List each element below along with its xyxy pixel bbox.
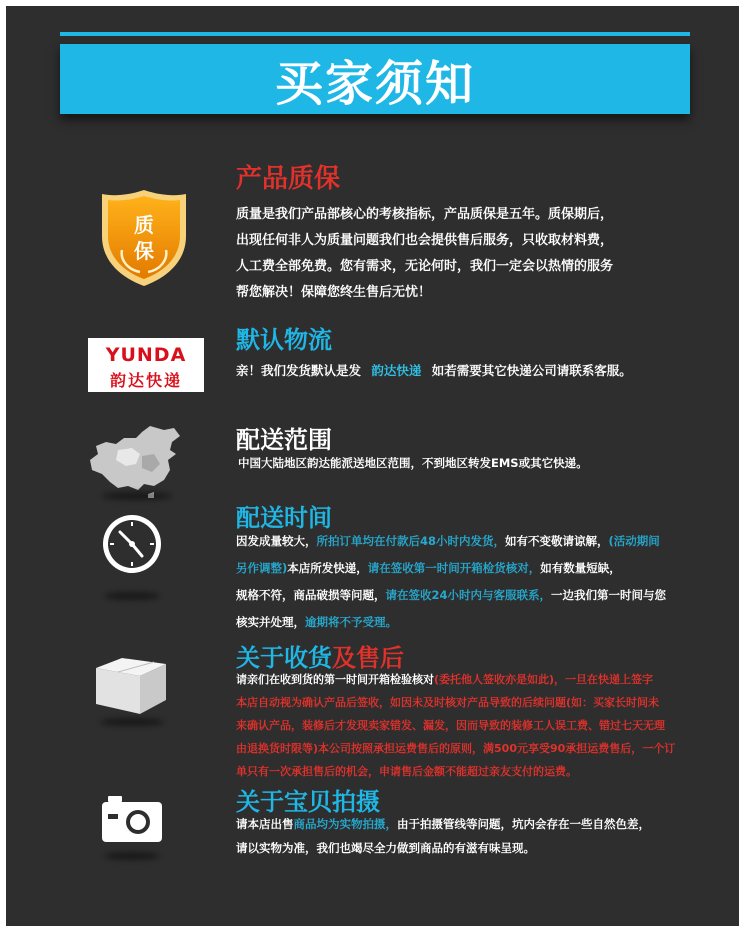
photos-title: 关于宝贝拍摄 xyxy=(236,788,380,816)
highlight-span: 逾期将不予受理。 xyxy=(305,615,397,629)
logistics-text xyxy=(236,360,632,382)
text-span: 请本店出售 xyxy=(236,817,294,831)
highlight-span: 由退换货时限等) xyxy=(236,742,319,755)
badge-text-1: 质 xyxy=(134,213,154,237)
delivery-time-text xyxy=(236,528,666,636)
highlight-span: 另作调整) xyxy=(236,561,288,575)
china-map-icon xyxy=(88,424,184,500)
delivery-time-title: 配送时间 xyxy=(236,504,332,532)
after-sales-line: 来确认产品，装修后才发现卖家错发、漏发，因而导致的装修工人误工费、错过七天无理 xyxy=(236,719,665,732)
highlight-span: (活动期间 xyxy=(608,534,660,548)
text-span: 核实并处理， xyxy=(236,615,305,629)
after-sales-line: 本店自动视为确认产品后签收，如因未及时核对产品导致的后续问题(如：买家长时间未 xyxy=(236,696,660,709)
text-span: 因发成量较大， xyxy=(236,534,317,548)
text-span: 请亲们在收到货的第一时间开箱检验核对 xyxy=(236,673,434,686)
banner-title: 买家须知 xyxy=(274,55,475,112)
badge-text-2: 保 xyxy=(134,239,154,263)
after-sales-line xyxy=(236,737,675,760)
delivery-time-line xyxy=(236,582,666,609)
delivery-time-line xyxy=(236,528,666,555)
coverage-text: 中国大陆地区韵达能派送地区范围，不到地区转发EMS或其它快递。 xyxy=(238,456,588,470)
after-sales-title-b: 及售后 xyxy=(332,644,404,672)
highlight-span: 请在签收24小时内与客服联系， xyxy=(385,588,552,602)
after-sales-title-a: 关于收货 xyxy=(236,644,332,672)
camera-shadow xyxy=(104,852,160,860)
highlight-span: 本公司按照承担运费售后的原则，满500元享受90承担运费售后，一个订 xyxy=(318,742,676,755)
shield-icon xyxy=(96,186,192,290)
highlight-span: (委托他人签收亦是如此)，一旦在快递上签字 xyxy=(434,673,654,686)
yunda-logo xyxy=(88,338,204,392)
text-span: 如有数量短缺， xyxy=(540,561,621,575)
quality-line: 帮您解决！保障您终生售后无忧！ xyxy=(236,285,432,300)
banner-top-line xyxy=(60,32,690,36)
text-span: 由于拍摄管线等问题，坑内会存在一些自然色差， xyxy=(397,817,650,831)
box-shadow xyxy=(100,718,164,726)
after-sales-line: 单只有一次承担售后的机会，申请售后金额不能超过亲友支付的运费。 xyxy=(236,765,577,778)
logistics-text-after: 如若需要其它快递公司请联系客服。 xyxy=(431,363,632,378)
camera-icon xyxy=(100,796,164,862)
quality-line: 出现任何非人为质量问题我们也会提供售后服务，只收取材料费， xyxy=(236,233,614,248)
clock-icon xyxy=(100,512,164,602)
logistics-carrier: 韵达快递 xyxy=(371,363,422,378)
yunda-logo-subtext: 韵达快递 xyxy=(109,371,182,390)
box-icon xyxy=(92,654,170,726)
quality-line: 质量是我们产品部核心的考核指标，产品质保是五年。质保期后， xyxy=(236,207,614,222)
text-span: 本店所发快递， xyxy=(287,561,368,575)
highlight-span: 所拍订单均在付款后48小时内发货， xyxy=(316,534,506,548)
map-shadow xyxy=(102,492,172,500)
clock-shadow xyxy=(104,592,160,600)
delivery-time-line xyxy=(236,609,666,636)
highlight-span: 商品均为实物拍摄， xyxy=(293,817,397,831)
logistics-title: 默认物流 xyxy=(236,326,332,354)
photos-line: 请以实物为准，我们也竭尽全力做到商品的有滋有味呈现。 xyxy=(236,841,535,855)
quality-line: 人工费全部免费。您有需求，无论何时，我们一定会以热情的服务 xyxy=(236,259,614,274)
highlight-span: 请在签收第一时间开箱检货核对， xyxy=(367,561,541,575)
coverage-title: 配送范围 xyxy=(236,426,332,454)
text-span: 规格不符，商品破损等问题， xyxy=(236,588,386,602)
photos-text xyxy=(236,812,650,860)
text-span: 如有不变敬请谅解， xyxy=(505,534,609,548)
logistics-text-before: 亲！我们发货默认是发 xyxy=(236,363,362,378)
delivery-time-line xyxy=(236,555,666,582)
quality-title: 产品质保 xyxy=(236,164,341,194)
yunda-logo-text: YUNDA xyxy=(105,344,187,366)
photos-line xyxy=(236,812,650,836)
after-sales-line xyxy=(236,668,675,691)
text-span: 一边我们第一时间与您 xyxy=(551,588,667,602)
quality-text xyxy=(236,202,613,306)
after-sales-text xyxy=(236,668,675,783)
title-banner xyxy=(60,44,690,114)
